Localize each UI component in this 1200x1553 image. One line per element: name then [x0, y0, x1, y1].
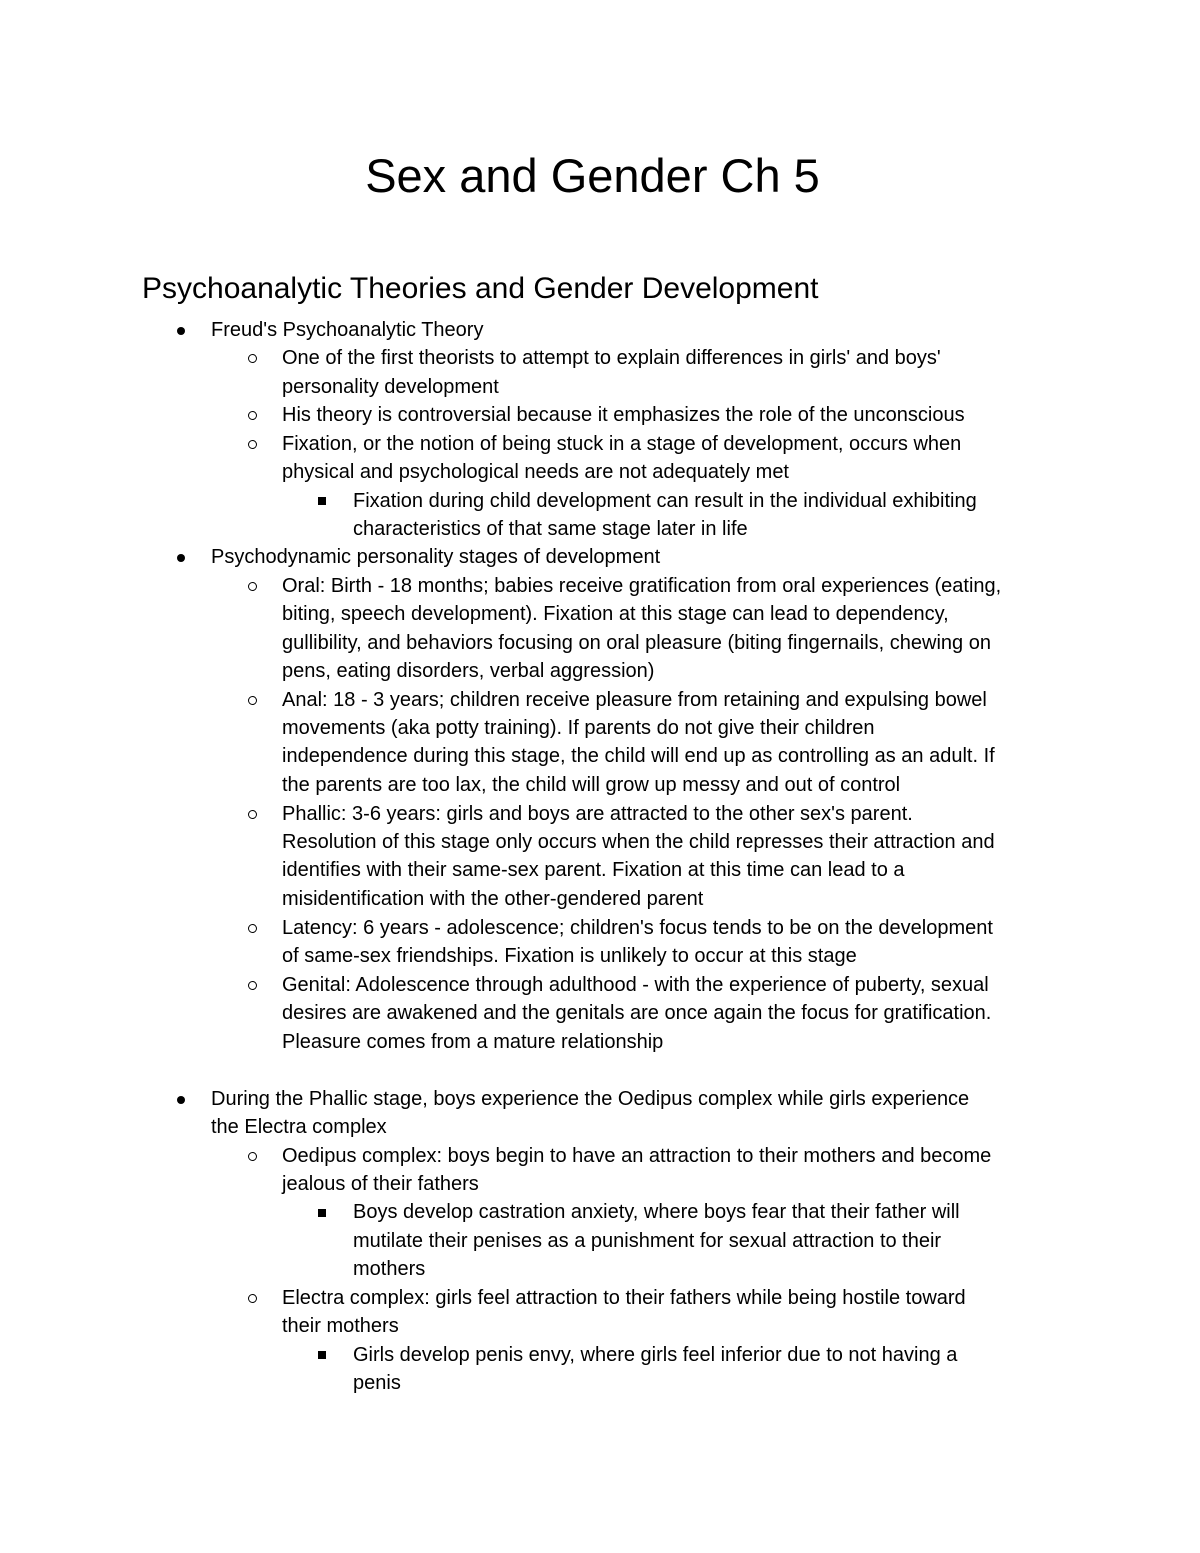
list-item-continuation: pens, eating disorders, verbal aggression) [282, 660, 655, 682]
list-item-continuation: desires are awakened and the genitals are once again the focus for gratification. [282, 1002, 992, 1024]
list-item-continuation: Resolution of this stage only occurs when the child represses their attraction and [282, 831, 995, 853]
list-item-continuation: the parents are too lax, the child will grow up messy and out of control [282, 774, 901, 796]
square-bullet-icon [318, 1351, 326, 1359]
disc-bullet-icon [177, 327, 185, 335]
list-item-continuation: gullibility, and behaviors focusing on oral pleasure (biting fingernails, chewing on [282, 632, 991, 654]
list-item-continuation: mutilate their penises as a punishment for sexual attraction to their [353, 1230, 942, 1252]
list-item-continuation: their mothers [282, 1315, 399, 1337]
list-item-continuation: identifies with their same-sex parent. Fixation at this time can lead to a [282, 859, 905, 881]
circle-bullet-icon [248, 924, 257, 933]
circle-bullet-icon [248, 354, 257, 363]
circle-bullet-icon [248, 1294, 257, 1303]
list-item: His theory is controversial because it emphasizes the role of the unconscious [282, 404, 965, 426]
list-item: Electra complex: girls feel attraction to their fathers while being hostile toward [282, 1287, 966, 1309]
list-item-continuation: biting, speech development). Fixation at this stage can lead to dependency, [282, 603, 949, 625]
list-item: Latency: 6 years - adolescence; children's focus tends to be on the development [282, 917, 993, 939]
square-bullet-icon [318, 497, 326, 505]
list-item: Oral: Birth - 18 months; babies receive gratification from oral experiences (eating, [282, 575, 1002, 597]
list-item: One of the first theorists to attempt to explain differences in girls' and boys' [282, 347, 941, 369]
list-item-continuation: independence during this stage, the child will end up as controlling as an adult. If [282, 745, 995, 767]
circle-bullet-icon [248, 582, 257, 591]
list-item-continuation: jealous of their fathers [282, 1173, 479, 1195]
list-item-continuation: characteristics of that same stage later in life [353, 518, 748, 540]
circle-bullet-icon [248, 696, 257, 705]
list-item: Oedipus complex: boys begin to have an attraction to their mothers and become [282, 1145, 992, 1167]
list-item: During the Phallic stage, boys experience the Oedipus complex while girls experience [211, 1088, 970, 1110]
list-item: Genital: Adolescence through adulthood - with the experience of puberty, sexual [282, 974, 989, 996]
list-item: Freud's Psychoanalytic Theory [211, 319, 484, 341]
list-item: Fixation during child development can result in the individual exhibiting [353, 490, 977, 512]
list-item: Anal: 18 - 3 years; children receive pleasure from retaining and expulsing bowel [282, 689, 987, 711]
circle-bullet-icon [248, 440, 257, 449]
list-item-continuation: movements (aka potty training). If parents do not give their children [282, 717, 875, 739]
list-item-continuation: mothers [353, 1258, 426, 1280]
circle-bullet-icon [248, 1152, 257, 1161]
list-item: Girls develop penis envy, where girls feel inferior due to not having a [353, 1344, 958, 1366]
list-item-continuation: penis [353, 1372, 401, 1394]
list-item: Boys develop castration anxiety, where boys fear that their father will [353, 1201, 960, 1223]
list-item-continuation: the Electra complex [211, 1116, 387, 1138]
section-heading: Psychoanalytic Theories and Gender Development [142, 272, 819, 305]
circle-bullet-icon [248, 981, 257, 990]
square-bullet-icon [318, 1209, 326, 1217]
list-item: Psychodynamic personality stages of development [211, 546, 661, 568]
list-item: Phallic: 3-6 years: girls and boys are attracted to the other sex's parent. [282, 803, 913, 825]
list-item-continuation: misidentification with the other-gendered parent [282, 888, 704, 910]
circle-bullet-icon [248, 810, 257, 819]
list-item-continuation: physical and psychological needs are not adequately met [282, 461, 789, 483]
list-item-continuation: Pleasure comes from a mature relationship [282, 1031, 664, 1053]
list-item: Fixation, or the notion of being stuck in a stage of development, occurs when [282, 433, 962, 455]
list-item-continuation: of same-sex friendships. Fixation is unlikely to occur at this stage [282, 945, 857, 967]
document-title: Sex and Gender Ch 5 [365, 149, 820, 202]
list-item-continuation: personality development [282, 376, 499, 398]
disc-bullet-icon [177, 1096, 185, 1104]
disc-bullet-icon [177, 554, 185, 562]
circle-bullet-icon [248, 411, 257, 420]
